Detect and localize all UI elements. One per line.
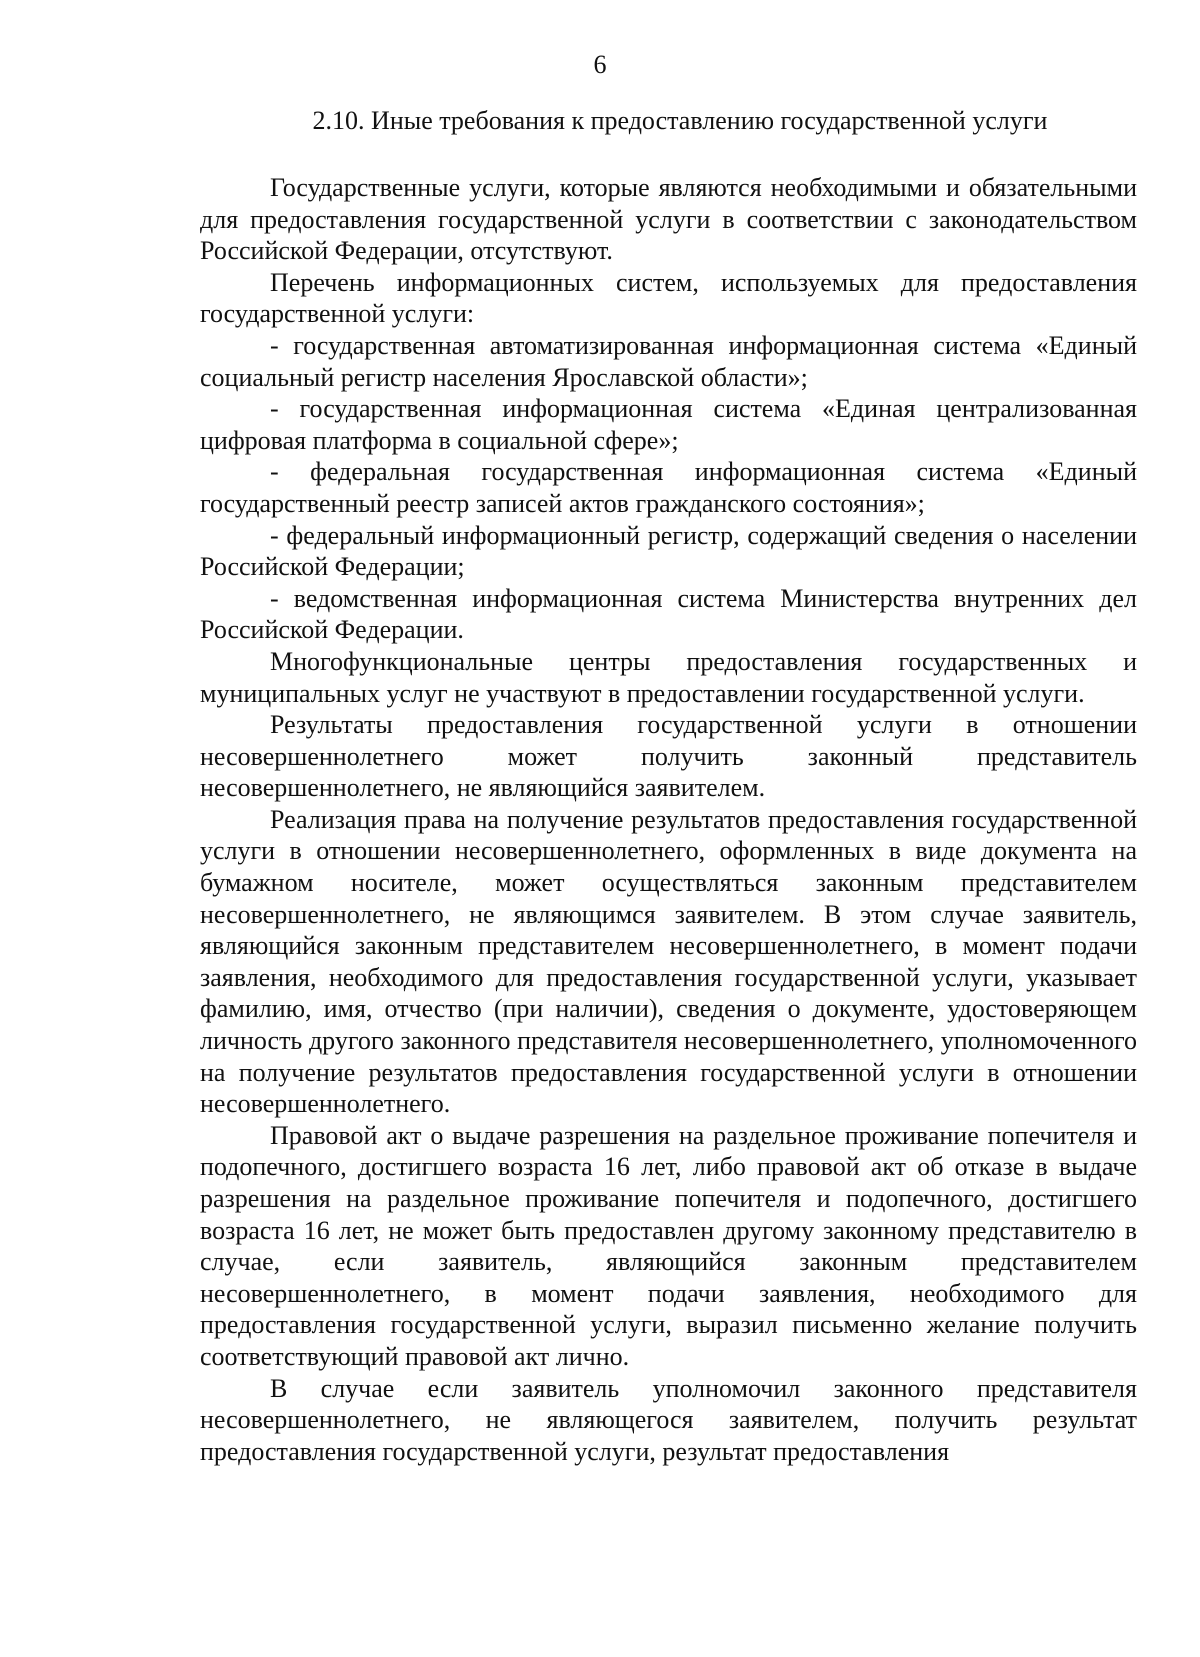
paragraph-right-realization: Реализация права на получение результатов предоставления государственной услуги в отношении несовершеннолетнего, оформленных в виде документа на бумажном носителе, может осуществляться законным представителем несовершеннолетнего, не являющимся заявителем. В этом случае заявитель, являющийся законным представителем несовершеннолетнего, в момент подачи заявления, необходимого для предоставления государственной услуги, указывает фамилию, имя, отчество (при наличии), сведения о документе, удостоверяющем личность другого законного представителя несовершеннолетнего, уполномоченного на получение результатов предоставления государственной услуги в отношении несовершеннолетнего.	[200, 804, 1137, 1119]
list-item-digital-platform: - государственная информационная система «Единая централизованная цифровая платформа в социальной сфере»;	[200, 394, 1137, 455]
paragraph-legal-act: Правовой акт о выдаче разрешения на раздельное проживание попечителя и подопечного, достигшего возраста 16 лет, либо правовой акт об отказе в выдаче разрешения на раздельное проживание попечителя и подопечного, достигшего возраста 16 лет, не может быть предоставлен другому законному представителю в случае, если заявитель, являющийся законным представителем несовершеннолетнего, в момент подачи заявления, необходимого для предоставления государственной услуги, выразил письменно желание получить соответствующий правовой акт лично.	[200, 1120, 1137, 1371]
page-number: 6	[593, 50, 607, 79]
paragraph-required-services: Государственные услуги, которые являются необходимыми и обязательными для предоставления государственной услуги в соответствии с законодательством Российской Федерации, отсутствуют.	[200, 173, 1137, 266]
list-item-civil-registry: - федеральная государственная информационная система «Единый государственный реестр записей актов гражданского состояния»;	[200, 457, 1137, 518]
paragraph-authorization-case: В случае если заявитель уполномочил законного представителя несовершеннолетнего, не являющегося заявителем, получить результат предоставления государственной услуги, результат предоставления	[200, 1373, 1137, 1466]
list-item-population-register: - федеральный информационный регистр, содержащий сведения о населении Российской Федерации;	[200, 520, 1137, 582]
document-body	[200, 172, 1137, 1467]
paragraph-results-minor: Результаты предоставления государственной услуги в отношении несовершеннолетнего может получить законный представитель несовершеннолетнего, не являющийся заявителем.	[200, 710, 1137, 803]
paragraph-information-systems-intro: Перечень информационных систем, используемых для предоставления государственной услуги:	[200, 267, 1137, 329]
section-heading: 2.10. Иные требования к предоставлению государственной услуги	[312, 106, 1048, 135]
paragraph-multifunctional-centers: Многофункциональные центры предоставления государственных и муниципальных услуг не участвуют в предоставлении государственной услуги.	[200, 646, 1137, 708]
list-item-social-register: - государственная автоматизированная информационная система «Единый социальный регистр населения Ярославской области»;	[200, 330, 1137, 392]
list-item-interior-ministry-system: - ведомственная информационная система Министерства внутренних дел Российской Федерации.	[200, 583, 1137, 645]
